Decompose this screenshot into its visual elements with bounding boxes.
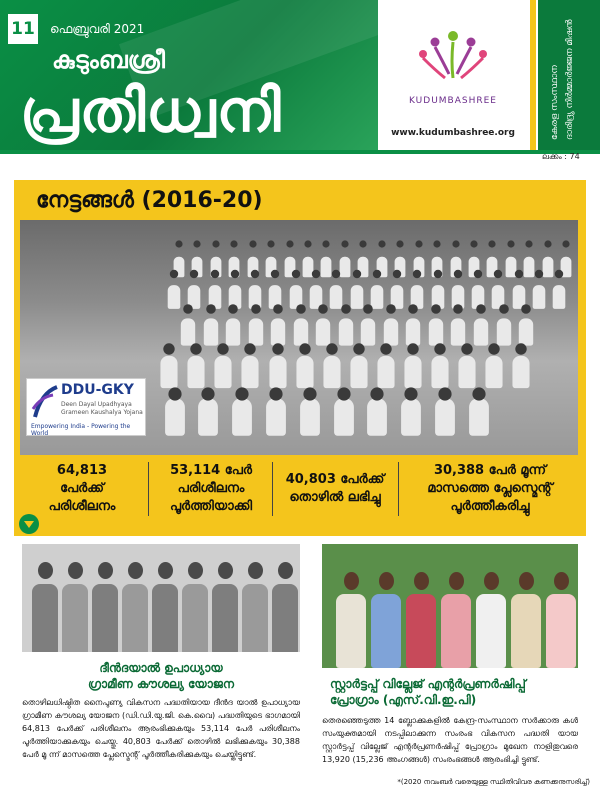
worker-person [212, 584, 238, 652]
achievements-title: നേട്ടങ്ങൾ (2016-20) [36, 188, 263, 213]
crowd-head [218, 343, 229, 354]
crowd-person [485, 356, 502, 388]
stat-placement [402, 458, 578, 520]
crowd-head [183, 304, 193, 314]
worker-head [278, 562, 293, 579]
worker-head [98, 562, 113, 579]
crowd-person [300, 398, 320, 435]
ddu-gky-logo [26, 378, 146, 436]
crowd-person [330, 285, 343, 309]
crowd-head [360, 240, 367, 247]
ddu-gky-article-body: തൊഴിലധിഷ്ഠിത നൈപുണ്യ വികസന പദ്ധതിയായ ദീൻദ യാൽ ഉപാധ്യായ ഗ്രാമീണ കൗശല്യ യോജന (ഡി.ഡി.യു.ജി. കെ.വൈ) പദ്ധതിയുടെ ഭാഗമായി 64,813 പേർക്ക് പരിശീലനം ആരംഭിക്കുകയും 53,114 പേർ പരിശീലനം പൂർത്തിയാക്കുകയും ചെയ്തു. 40,803 പേർക്ക് തൊഴിൽ ലഭിക്കുകയും 30,388 പേർ മൂ ന്ന് മാസത്തെ പ്ലേസ്മെന്റ് പൂർത്തീകരിക്കുകയും ചെയ്തിട്ടുണ്ട്. [22, 698, 300, 759]
woman-head [414, 572, 429, 590]
stat-line: മാസത്തെ പ്ലേസ്മെന്റ് [427, 481, 553, 496]
crowd-person [367, 398, 387, 435]
crowd-person [323, 356, 340, 388]
crowd-person [524, 257, 535, 277]
woman-person [511, 594, 541, 668]
crowd-head [474, 270, 482, 278]
crowd-person [370, 285, 383, 309]
stat-line: പേർക്ക് [60, 481, 104, 496]
crowd-head [476, 304, 486, 314]
crowd-head [332, 270, 340, 278]
woman-head [344, 572, 359, 590]
crowd-head [299, 343, 310, 354]
crowd-head [499, 304, 509, 314]
stat-line: 30,388 പേർ മൂന്ന് [433, 463, 547, 478]
crowd-head [526, 240, 533, 247]
crowd-person [271, 318, 285, 345]
crowd-person [496, 318, 510, 345]
crowd-person [181, 318, 195, 345]
woman-person [476, 594, 506, 668]
worker-person [242, 584, 268, 652]
crowd-head [434, 343, 445, 354]
arrow-down-icon [18, 513, 40, 535]
masthead-subtitle: കുടുംബശ്രീ [52, 46, 165, 74]
issue-number: 11 [8, 14, 38, 44]
crowd-person [401, 398, 421, 435]
stat-line: തൊഴിൽ ലഭിച്ചു [289, 490, 381, 505]
logo-wordmark: KUDUMBASHREE [409, 96, 497, 106]
worker-head [248, 562, 263, 579]
crowd-person [361, 318, 375, 345]
worker-person [152, 584, 178, 652]
crowd-person [316, 318, 330, 345]
crowd-head [164, 343, 175, 354]
crowd-head [373, 270, 381, 278]
worker-head [158, 562, 173, 579]
crowd-head [433, 270, 441, 278]
crowd-head [271, 270, 279, 278]
crowd-head [273, 304, 283, 314]
crowd-head [206, 304, 216, 314]
crowd-person [451, 318, 465, 345]
crowd-person [203, 318, 217, 345]
crowd-head [341, 240, 348, 247]
stat-line: 53,114 പേർ [170, 463, 252, 478]
crowd-head [304, 240, 311, 247]
crowd-head [286, 240, 293, 247]
ddu-gky-subtitle [61, 401, 143, 417]
workers-photo [22, 544, 300, 652]
crowd-head [397, 240, 404, 247]
stat-divider [272, 462, 273, 516]
footnote: *(2020 നവംബർ വരെയുള്ള സ്ഥിതിവിവര കണക്കനുസരിച്ച്) [397, 778, 590, 786]
crowd-head [326, 343, 337, 354]
title-line-2: പ്രോഗ്രാം (എസ്.വി.ഇ.പി) [330, 693, 477, 707]
crowd-head [228, 304, 238, 314]
crowd-head [409, 304, 419, 314]
crowd-person [269, 356, 286, 388]
crowd-head [563, 240, 570, 247]
crowd-person [321, 257, 332, 277]
svep-article-title [330, 676, 580, 708]
crowd-head [341, 304, 351, 314]
crowd-person [340, 257, 351, 277]
crowd-head [251, 270, 259, 278]
crowd-head [291, 270, 299, 278]
crowd-person [377, 356, 394, 388]
woman-head [484, 572, 499, 590]
website-url: www.kudumbashree.org [391, 128, 515, 138]
crowd-head [431, 304, 441, 314]
ddu-gky-tagline: Empowering India - Powering the World [31, 423, 131, 437]
crowd-head [454, 304, 464, 314]
crowd-head [364, 304, 374, 314]
crowd-head [296, 304, 306, 314]
crowd-person [161, 356, 178, 388]
crowd-head [454, 270, 462, 278]
crowd-person [165, 398, 185, 435]
ddu-swoosh-icon [31, 383, 59, 421]
stat-line: പൂർത്തിയാക്കി [169, 499, 253, 514]
woman-head [519, 572, 534, 590]
woman-head [449, 572, 464, 590]
kudumbashree-logo-icon [413, 28, 493, 92]
crowd-head [515, 270, 523, 278]
crowd-head [515, 343, 526, 354]
woman-person [371, 594, 401, 668]
crowd-person [533, 285, 546, 309]
crowd-head [407, 343, 418, 354]
crowd-head [393, 270, 401, 278]
crowd-head [269, 387, 282, 400]
crowd-person [188, 356, 205, 388]
crowd-head [337, 387, 350, 400]
title-line-1: ദീൻദയാൽ ഉപാധ്യായ [99, 661, 223, 675]
crowd-head [272, 343, 283, 354]
stat-line: പൂർത്തീകരിച്ചു [450, 499, 530, 514]
crowd-person [542, 257, 553, 277]
crowd-head [318, 304, 328, 314]
stat-divider [398, 462, 399, 516]
woman-head [554, 572, 569, 590]
ddu-subtitle-line-2: Grameen Kaushalya Yojana [61, 409, 143, 416]
stat-divider [148, 462, 149, 516]
crowd-head [170, 270, 178, 278]
crowd-person [429, 318, 443, 345]
masthead-title: പ്രതിധ്വനി [20, 77, 282, 145]
crowd-head [175, 240, 182, 247]
worker-person [272, 584, 298, 652]
crowd-person [198, 398, 218, 435]
crowd-head [303, 387, 316, 400]
women-entrepreneurs-photo [322, 544, 578, 668]
crowd-head [212, 240, 219, 247]
crowd-person [339, 318, 353, 345]
title-line-1: സ്റ്റാർട്ടപ്പ് വില്ലേജ് എന്റർപ്രണർഷിപ്പ് [330, 677, 526, 691]
crowd-head [245, 343, 256, 354]
crowd-person [294, 318, 308, 345]
stat-line: 64,813 [56, 463, 108, 478]
crowd-person [431, 356, 448, 388]
crowd-head [386, 304, 396, 314]
title-line-2: ഗ്രാമീണ കൗശല്യ യോജന [88, 677, 234, 691]
crowd-head [521, 304, 531, 314]
woman-person [406, 594, 436, 668]
crowd-person [248, 318, 262, 345]
crowd-person [334, 398, 354, 435]
crowd-person [553, 285, 566, 309]
masthead-divider [0, 150, 600, 154]
kudumbashree-logo [378, 0, 528, 150]
crowd-person [226, 318, 240, 345]
crowd-person [519, 318, 533, 345]
worker-person [122, 584, 148, 652]
stat-line: 40,803 പേർക്ക് [285, 472, 385, 487]
crowd-person [350, 356, 367, 388]
crowd-head [352, 270, 360, 278]
crowd-head [472, 387, 485, 400]
crowd-head [470, 240, 477, 247]
ddu-gky-article-title [22, 660, 300, 692]
side-text-1: കേരള സംസ്ഥാന [550, 65, 560, 140]
worker-head [68, 562, 83, 579]
crowd-head [494, 270, 502, 278]
issue-date: ഫെബ്രുവരി 2021 [50, 22, 145, 36]
crowd-person [266, 398, 286, 435]
crowd-head [415, 240, 422, 247]
issue-ank: ലക്കം : 74 [542, 152, 580, 161]
stat-trained [22, 458, 142, 520]
stat-completed [152, 458, 270, 520]
crowd-person [458, 356, 475, 388]
stat-employed [276, 458, 394, 520]
worker-person [32, 584, 58, 652]
woman-head [379, 572, 394, 590]
crowd-head [268, 240, 275, 247]
stat-line: പരിശീലനം [48, 499, 116, 514]
worker-person [182, 584, 208, 652]
crowd-head [231, 270, 239, 278]
worker-person [92, 584, 118, 652]
crowd-head [249, 240, 256, 247]
ddu-gky-title: DDU-GKY [61, 382, 134, 398]
woman-person [336, 594, 366, 668]
worker-head [38, 562, 53, 579]
worker-head [218, 562, 233, 579]
worker-head [128, 562, 143, 579]
crowd-person [242, 356, 259, 388]
crowd-person [512, 356, 529, 388]
crowd-head [323, 240, 330, 247]
crowd-person [296, 356, 313, 388]
crowd-person [232, 398, 252, 435]
crowd-head [544, 240, 551, 247]
crowd-person [474, 318, 488, 345]
crowd-head [378, 240, 385, 247]
crowd-head [168, 387, 181, 400]
crowd-head [380, 343, 391, 354]
crowd-head [312, 270, 320, 278]
crowd-head [433, 240, 440, 247]
crowd-head [535, 270, 543, 278]
crowd-head [210, 270, 218, 278]
ddu-subtitle-line-1: Deen Dayal Upadhyaya [61, 401, 132, 408]
stat-line: പരിശീലനം [177, 481, 245, 496]
crowd-person [350, 285, 363, 309]
crowd-person [215, 356, 232, 388]
side-text-2: ദാരിദ്ര്യ നിർമ്മാർജ്ജന മിഷൻ [565, 19, 575, 140]
crowd-person [406, 318, 420, 345]
crowd-head [191, 343, 202, 354]
crowd-person [404, 356, 421, 388]
crowd-head [353, 343, 364, 354]
crowd-head [489, 240, 496, 247]
crowd-head [231, 240, 238, 247]
crowd-head [488, 343, 499, 354]
crowd-person [469, 398, 489, 435]
woman-person [546, 594, 576, 668]
crowd-person [168, 285, 181, 309]
crowd-head [194, 240, 201, 247]
svep-article-body: തെരഞ്ഞെടുത്ത 14 ബ്ലോക്കുകളിൽ കേന്ദ്ര-സംസ്ഥാന സർക്കാരു കൾ സംയുക്തമായി നടപ്പിലാക്കുന്ന സംരംഭ വികസന പദ്ധതി യായ സ്റ്റാർട്ടപ്പ് വില്ലേജ് എന്റർപ്രണർഷിപ്പ് പ്രോഗ്രാം മുഖേന നാളിതുവരെ 13,920 (15,236 അംഗങ്ങൾ) സംരംഭങ്ങൾ ആരംഭിച്ചി ട്ടുണ്ട്. [322, 716, 578, 764]
crowd-person [435, 398, 455, 435]
crowd-person [384, 318, 398, 345]
crowd-head [507, 240, 514, 247]
crowd-head [438, 387, 451, 400]
side-yellow-bar [530, 0, 536, 150]
worker-head [188, 562, 203, 579]
crowd-head [452, 240, 459, 247]
worker-person [62, 584, 88, 652]
crowd-head [461, 343, 472, 354]
woman-person [441, 594, 471, 668]
crowd-head [251, 304, 261, 314]
